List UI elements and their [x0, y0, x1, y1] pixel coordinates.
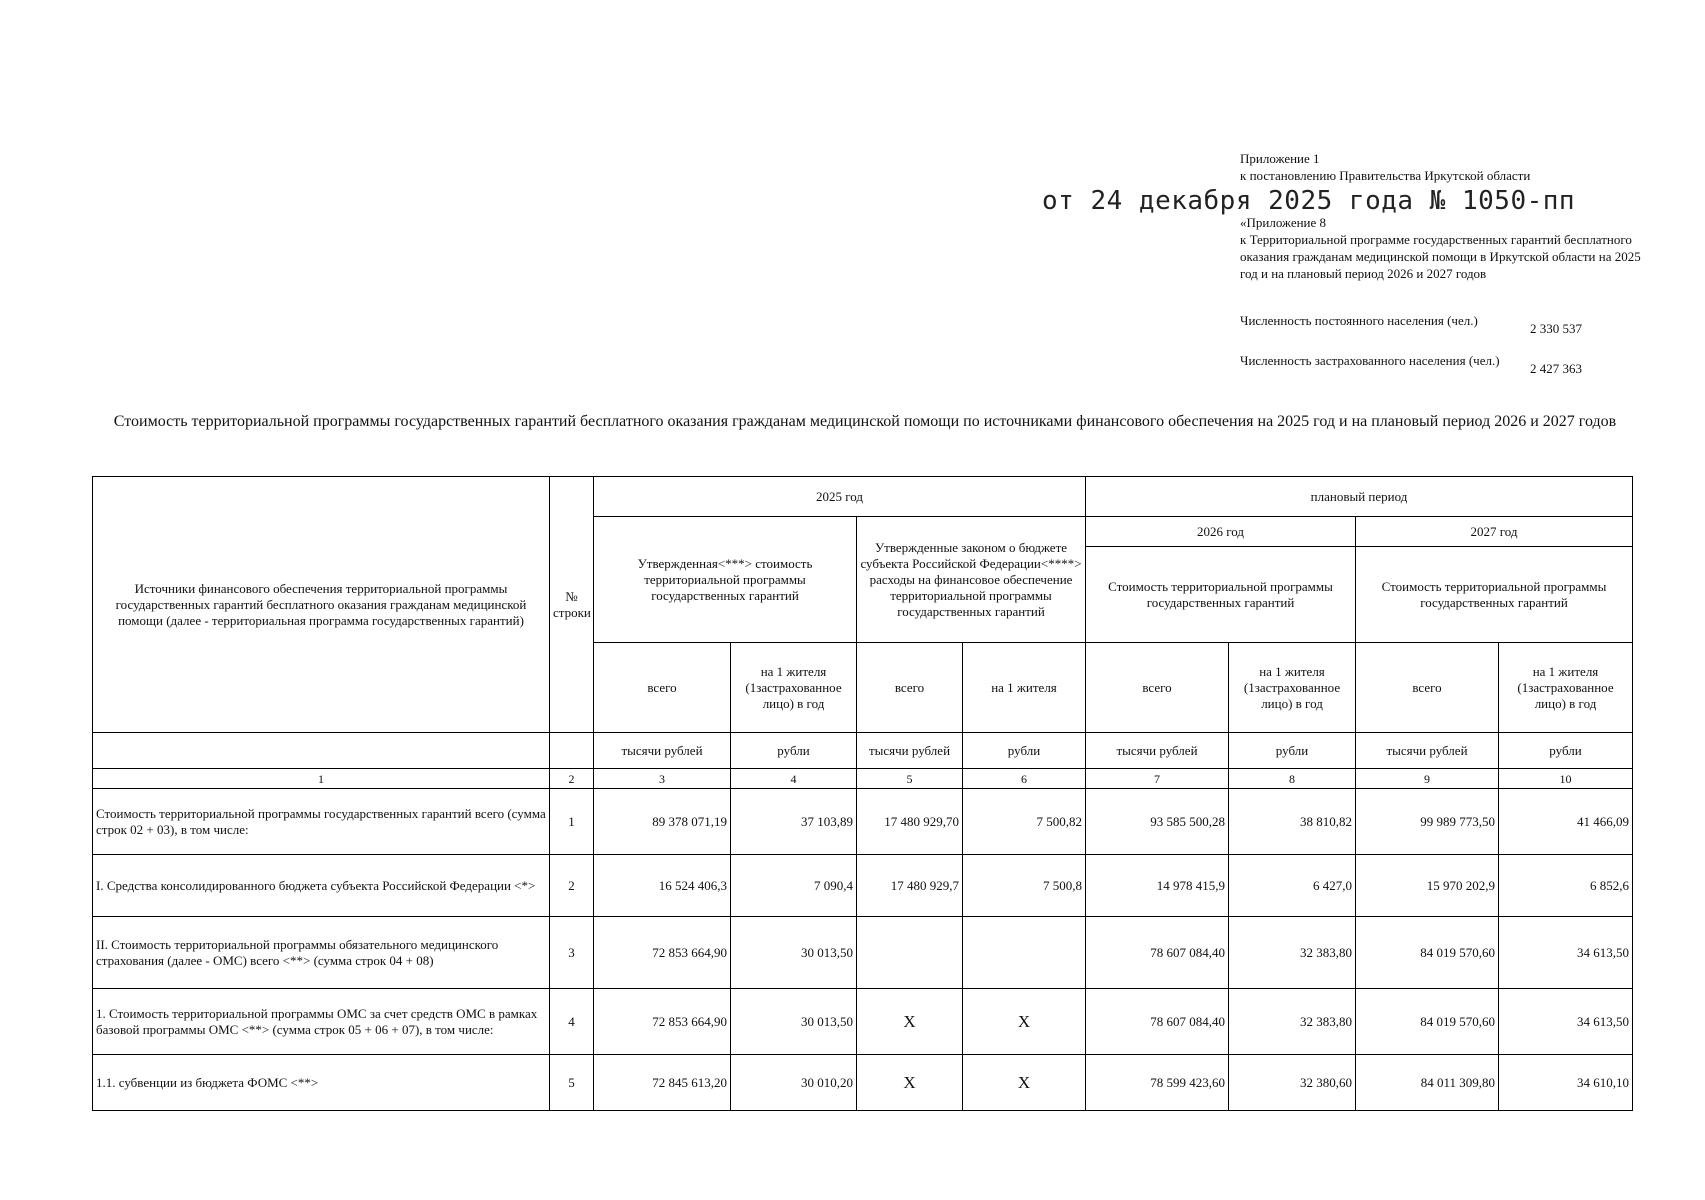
unit-rub: рубли [1499, 733, 1633, 769]
cell-value: 17 480 929,70 [857, 789, 963, 855]
header-year-2026: 2026 год [1086, 517, 1356, 547]
header-year-2025: 2025 год [594, 477, 1086, 517]
col-number: 4 [731, 769, 857, 789]
col-number: 2 [550, 769, 594, 789]
unit-rub: рубли [963, 733, 1086, 769]
col-number: 8 [1229, 769, 1356, 789]
decree-date-stamp: от 24 декабря 2025 года № 1050-пп [1042, 186, 1576, 216]
unit-thousand-rub: тысячи рублей [594, 733, 731, 769]
cell-value: 32 383,80 [1229, 989, 1356, 1055]
cell-value: 14 978 415,9 [1086, 855, 1229, 917]
header-total: всего [857, 643, 963, 733]
table-row [93, 855, 1633, 917]
appendix8-text: к Территориальной программе государственных гарантий бесплатного оказания гражданам медицинской помощи в Иркутской области на 2025 год и на плановый период 2026 и 2027 годов [1240, 232, 1641, 281]
unit-thousand-rub: тысячи рублей [1356, 733, 1499, 769]
cell-value: 15 970 202,9 [1356, 855, 1499, 917]
cell-value: 6 427,0 [1229, 855, 1356, 917]
cell-value: 38 810,82 [1229, 789, 1356, 855]
cost-table [92, 476, 1633, 1111]
header-total: всего [1086, 643, 1229, 733]
col-number: 6 [963, 769, 1086, 789]
population-permanent-label: Численность постоянного населения (чел.) [1240, 313, 1478, 328]
header-row-no: № строки [550, 477, 594, 733]
cell-value: 78 599 423,60 [1086, 1055, 1229, 1111]
cell-value: 34 610,10 [1499, 1055, 1633, 1111]
population-insured-value: 2 427 363 [1530, 361, 1582, 376]
unit-thousand-rub: тысячи рублей [1086, 733, 1229, 769]
cell-value: 34 613,50 [1499, 989, 1633, 1055]
header-per-insured: на 1 жителя (1застрахованное лицо) в год [731, 643, 857, 733]
population-permanent [1240, 312, 1670, 337]
unit-rub: рубли [731, 733, 857, 769]
col-number: 5 [857, 769, 963, 789]
header-per-resident: на 1 жителя [963, 643, 1086, 733]
cell-value: 72 853 664,90 [594, 989, 731, 1055]
header-units-empty [93, 733, 550, 769]
header-per-insured: на 1 жителя (1застрахованное лицо) в год [1229, 643, 1356, 733]
header-approved-law: Утвержденные законом о бюджете субъекта Российской Федерации<****> расходы на финансовое обеспечение территориальной программы государственных гарантий [857, 517, 1086, 643]
header-cost-2027: Стоимость территориальной программы государственных гарантий [1356, 547, 1633, 643]
appendix8-title: «Приложение 8 [1240, 215, 1327, 230]
document-title: Стоимость территориальной программы государственных гарантий бесплатного оказания гражданам медицинской помощи по источниками финансового обеспечения на 2025 год и на плановый период 2026 и 2027 годов [113, 413, 1617, 430]
cell-value: 7 500,8 [963, 855, 1086, 917]
header-approved-cost: Утвержденная<***> стоимость территориальной программы государственных гарантий [594, 517, 857, 643]
cell-value: 30 013,50 [731, 989, 857, 1055]
row-name: 1.1. субвенции из бюджета ФОМС <**> [93, 1055, 550, 1111]
cell-value: 41 466,09 [1499, 789, 1633, 855]
appendix8-block [1240, 214, 1650, 282]
cell-value: X [857, 989, 963, 1055]
cell-value: 34 613,50 [1499, 917, 1633, 989]
table-row [93, 989, 1633, 1055]
appendix-block [1240, 150, 1660, 184]
column-numbers-row [93, 769, 1633, 789]
cell-value: 6 852,6 [1499, 855, 1633, 917]
cell-value: 99 989 773,50 [1356, 789, 1499, 855]
table-row [93, 789, 1633, 855]
col-number: 10 [1499, 769, 1633, 789]
population-permanent-value: 2 330 537 [1530, 321, 1582, 336]
cell-value: 7 500,82 [963, 789, 1086, 855]
cell-value: X [857, 1055, 963, 1111]
cell-value: 32 380,60 [1229, 1055, 1356, 1111]
population-insured [1240, 352, 1670, 377]
header-cost-2026: Стоимость территориальной программы государственных гарантий [1086, 547, 1356, 643]
cell-value: 93 585 500,28 [1086, 789, 1229, 855]
col-number: 3 [594, 769, 731, 789]
col-number: 7 [1086, 769, 1229, 789]
row-name: 1. Стоимость территориальной программы ОМС за счет средств ОМС в рамках базовой программы ОМС <**> (сумма строк 05 + 06 + 07), в том числе: [93, 989, 550, 1055]
table-row [93, 917, 1633, 989]
header-per-insured: на 1 жителя (1застрахованное лицо) в год [1499, 643, 1633, 733]
cell-value: 89 378 071,19 [594, 789, 731, 855]
appendix-line2: к постановлению Правительства Иркутской области [1240, 168, 1531, 183]
cell-value [857, 917, 963, 989]
col-number: 1 [93, 769, 550, 789]
cell-value: 7 090,4 [731, 855, 857, 917]
unit-thousand-rub: тысячи рублей [857, 733, 963, 769]
cell-value: 30 013,50 [731, 917, 857, 989]
row-number: 1 [550, 789, 594, 855]
cell-value: 84 011 309,80 [1356, 1055, 1499, 1111]
cell-value: 84 019 570,60 [1356, 917, 1499, 989]
cell-value: 16 524 406,3 [594, 855, 731, 917]
unit-rub: рубли [1229, 733, 1356, 769]
cell-value: 84 019 570,60 [1356, 989, 1499, 1055]
cell-value: 72 845 613,20 [594, 1055, 731, 1111]
header-source: Источники финансового обеспечения территориальной программы государственных гарантий бесплатного оказания гражданам медицинской помощи (далее - территориальная программа государственных гарантий) [93, 477, 550, 733]
cell-value: 72 853 664,90 [594, 917, 731, 989]
row-number: 5 [550, 1055, 594, 1111]
row-name: Стоимость территориальной программы государственных гарантий всего (сумма строк 02 + 03), в том числе: [93, 789, 550, 855]
table-row [93, 1055, 1633, 1111]
cell-value: X [963, 989, 1086, 1055]
row-name: I. Средства консолидированного бюджета субъекта Российской Федерации <*> [93, 855, 550, 917]
cell-value: 30 010,20 [731, 1055, 857, 1111]
cell-value: X [963, 1055, 1086, 1111]
header-year-2027: 2027 год [1356, 517, 1633, 547]
cell-value: 17 480 929,7 [857, 855, 963, 917]
cell-value [963, 917, 1086, 989]
population-insured-label: Численность застрахованного населения (чел.) [1240, 353, 1500, 368]
row-number: 2 [550, 855, 594, 917]
cell-value: 37 103,89 [731, 789, 857, 855]
cell-value: 78 607 084,40 [1086, 989, 1229, 1055]
appendix-line1: Приложение 1 [1240, 151, 1320, 166]
cell-value: 78 607 084,40 [1086, 917, 1229, 989]
header-total: всего [594, 643, 731, 733]
header-total: всего [1356, 643, 1499, 733]
header-units-empty [550, 733, 594, 769]
row-number: 4 [550, 989, 594, 1055]
row-number: 3 [550, 917, 594, 989]
cell-value: 32 383,80 [1229, 917, 1356, 989]
col-number: 9 [1356, 769, 1499, 789]
header-planned-period: плановый период [1086, 477, 1633, 517]
row-name: II. Стоимость территориальной программы обязательного медицинского страхования (далее - ОМС) всего <**> (сумма строк 04 + 08) [93, 917, 550, 989]
